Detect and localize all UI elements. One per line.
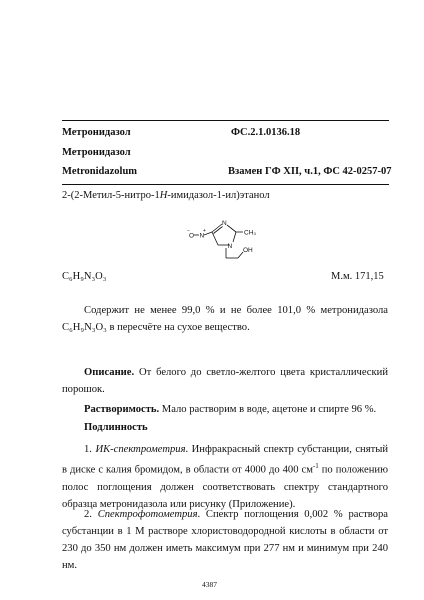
chemical-name	[62, 190, 270, 201]
description-text: От белого до светло-желтого цвета кристаллический порошок.	[62, 367, 388, 395]
header-fs-number: ФС.2.1.0136.18	[231, 127, 301, 138]
structure-charge-minus: −	[187, 228, 190, 234]
molecular-formula: C₆H₉N₃O₃	[62, 271, 107, 282]
identity-item-1	[62, 441, 388, 513]
description-paragraph	[62, 364, 388, 398]
chemical-name-prefix: 2-(2-Метил-5-нитро-1	[62, 190, 160, 201]
solubility-text: Мало растворим в воде, ацетоне и спирте 96 %.	[159, 404, 377, 415]
identity-heading: Подлинность	[84, 422, 148, 433]
description-label: Описание.	[84, 367, 135, 378]
identity-item-1-text-a: . Инфракрасный спектр субстанции, снятый в диске с калия бромидом, в области от 4000 до 400 см	[62, 444, 388, 476]
solubility-paragraph	[62, 401, 388, 418]
header-latin-name: Metronidazolum	[62, 166, 138, 177]
identity-item-1-number: 1.	[84, 444, 96, 455]
structural-formula	[180, 214, 270, 266]
header-bottom-rule	[62, 184, 389, 185]
structure-n-bottom: N	[227, 243, 233, 250]
identity-item-1-title: ИК-спектрометрия	[95, 444, 186, 455]
structure-oh: OH	[243, 247, 253, 254]
header-title-second: Метронидазол	[62, 147, 131, 158]
identity-item-2-number: 2.	[84, 509, 98, 520]
structure-n-top: N	[222, 220, 227, 227]
structure-ch3: CH₃	[244, 229, 257, 237]
molar-mass: М.м. 171,15	[331, 271, 384, 282]
identity-item-2-text: . Спектр поглощения 0,002 % раствора субстанции в 1 М растворе хлористоводородной кислоты в области от 230 до 350 нм должен иметь максимум при 277 нм и минимум при 240 нм.	[62, 509, 388, 571]
structure-nitro-n: N	[199, 232, 205, 240]
content-text: Содержит не менее 99,0 % и не более 101,0 % метронидазола C₆H₉N₃O₃ в пересчёте на сухое вещество.	[62, 305, 388, 333]
solubility-label: Растворимость.	[84, 404, 160, 415]
identity-item-1-text-b: по положению полос поглощения должен соответствовать спектру стандартного образца метронидазола или рисунку (Приложение).	[62, 464, 388, 510]
structure-charge-plus: +	[203, 228, 206, 234]
content-paragraph	[62, 302, 388, 336]
page-number: 4387	[202, 580, 217, 589]
header-top-rule	[62, 120, 389, 121]
identity-item-2-title: Спектрофотометрия	[97, 509, 198, 520]
header-replaces: Взамен ГФ XII, ч.1, ФС 42-0257-07	[228, 166, 392, 177]
identity-item-1-sup: -1	[312, 462, 319, 470]
identity-item-2	[62, 506, 388, 574]
structure-nitro-o: O	[189, 232, 195, 240]
header-title: Метронидазол	[62, 127, 131, 138]
chemical-name-italic: H	[159, 190, 168, 201]
chemical-name-suffix: -имидазол-1-ил)этанол	[167, 190, 270, 201]
